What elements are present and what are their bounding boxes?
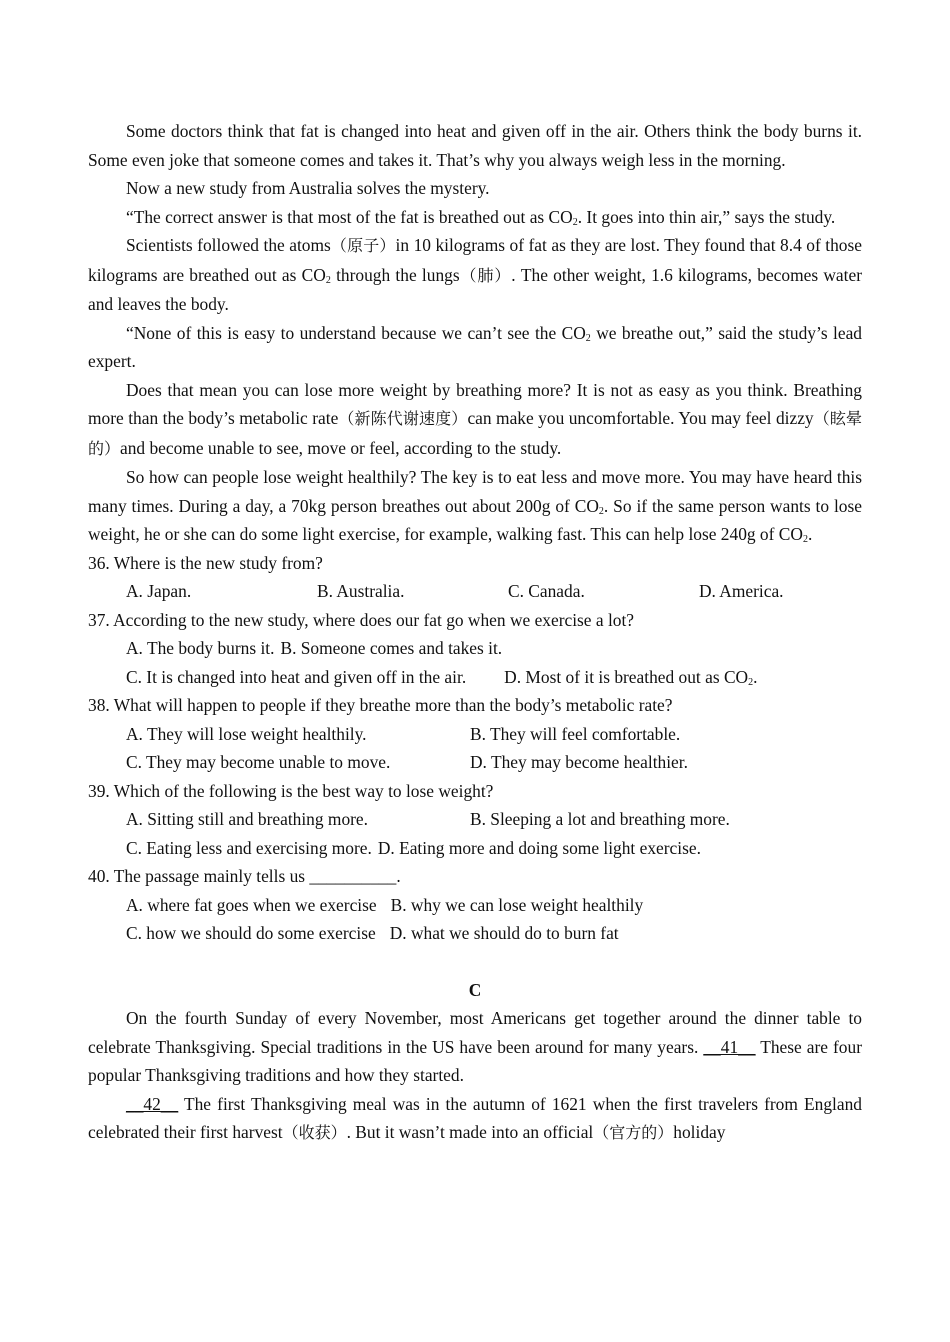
section-c-paragraph-1 (88, 1004, 862, 1090)
question-40-options-row1 (88, 891, 862, 920)
option-38-b: B. They will feel comfortable. (470, 723, 681, 744)
section-c-p2-mid: . But it wasn’t made into an official (346, 1122, 594, 1142)
section-c-p2-text: The first Thanksgiving meal was in the autumn of 1621 when the first travelers from England celebrated their first harvest (88, 1093, 862, 1142)
subscript: 2 (802, 534, 808, 545)
subscript: 2 (585, 332, 591, 344)
subscript: 2 (572, 216, 578, 228)
option-37-d (504, 663, 757, 692)
text-run: and become unable to see, move or feel, according to the study. (120, 437, 562, 458)
subscript: 2 (598, 505, 604, 517)
text-run: “The correct answer is that most of the fat is breathed out as CO (126, 206, 573, 227)
option-40-b: B. why we can lose weight healthily (390, 894, 644, 915)
question-36-options (88, 577, 862, 606)
passage-b-paragraph (88, 319, 862, 376)
option-37-d-subscript: 2 (748, 676, 754, 688)
question-40-stem: 40. The passage mainly tells us __________. (88, 866, 401, 886)
section-c-paragraph-2 (88, 1090, 862, 1148)
option-36-a: A. Japan. (126, 581, 192, 601)
option-37-c: C. It is changed into heat and given off in the air. (126, 666, 467, 687)
question-39-options-row2 (88, 834, 862, 863)
section-c-p2-gloss-official: （官方的） (593, 1123, 674, 1142)
option-39-b: B. Sleeping a lot and breathing more. (470, 809, 730, 829)
chinese-gloss: （原子） (330, 236, 396, 255)
option-40-d: D. what we should do to burn fat (389, 923, 619, 943)
option-37-b: B. Someone comes and takes it. (280, 638, 503, 658)
option-38-c: C. They may become unable to move. (126, 752, 391, 772)
option-37-a: A. The body burns it. (126, 638, 275, 658)
passage-b-paragraph (88, 174, 862, 203)
passage-b-paragraph (88, 463, 862, 549)
option-36-d: D. America. (699, 581, 784, 601)
option-39-a: A. Sitting still and breathing more. (126, 809, 368, 829)
question-38-options-row1 (88, 720, 862, 749)
option-40-c: C. how we should do some exercise (126, 923, 376, 943)
section-c-p2-end: holiday (673, 1122, 726, 1142)
question-40-options-row2 (88, 919, 862, 948)
passage-b-paragraph (88, 117, 862, 174)
section-c-p1-tail: These are four popular Thanksgiving traditions and how they started. (88, 1036, 862, 1085)
question-36-stem: 36. Where is the new study from? (88, 552, 323, 573)
option-37-d-text: D. Most of it is breathed out as CO (504, 666, 749, 687)
option-36-b: B. Australia. (317, 581, 405, 601)
option-36-c: C. Canada. (508, 581, 585, 601)
blank-42: __42__ (126, 1093, 179, 1114)
blank-41: __41__ (703, 1036, 756, 1057)
text-run: Now a new study from Australia solves the mystery. (126, 178, 490, 198)
question-38-stem: 38. What will happen to people if they breathe more than the body’s metabolic rate? (88, 695, 673, 715)
option-39-d: D. Eating more and doing some light exercise. (377, 837, 701, 858)
option-38-d: D. They may become healthier. (470, 752, 688, 772)
text-run: Some doctors think that fat is changed into heat and given off in the air. Others think the body burns it. Some even joke that someone comes and takes it. That’s why you always weigh less in the morning. (88, 121, 862, 170)
chinese-gloss: （肺） (459, 265, 512, 285)
passage-b-paragraph (88, 231, 862, 319)
text-run: . The other weight, 1.6 kilograms, becomes water and leaves the body. (88, 264, 862, 314)
passage-b (88, 117, 862, 549)
passage-b-paragraph (88, 376, 862, 464)
document-page (88, 117, 862, 1148)
chinese-gloss: （眩晕的） (88, 409, 862, 458)
passage-b-paragraph (88, 203, 862, 232)
option-38-a: A. They will lose weight healthily. (126, 723, 367, 744)
text-run: . (807, 524, 813, 544)
text-run: can make you uncomfortable. You may feel dizzy (467, 408, 814, 428)
chinese-gloss: （新陈代谢速度） (338, 409, 468, 428)
question-37-options-row2 (88, 663, 862, 692)
text-run: we breathe out,” said the study’s lead expert. (88, 322, 862, 371)
text-run: Scientists followed the atoms (126, 235, 331, 255)
text-run: So how can people lose weight healthily? The key is to eat less and move more. You may have heard this many times. During a day, a 70kg person breathes out about 200g of CO (88, 467, 862, 516)
section-c-p2-gloss-harvest: （收获） (282, 1123, 347, 1142)
section-c-heading: C (468, 979, 482, 1000)
question-39-options-row1 (88, 805, 862, 834)
question-37-options-row1 (88, 634, 862, 663)
text-run: through the lungs (330, 264, 460, 285)
text-run: . So if the same person wants to lose weight, he or she can do some light exercise, for example, walking fast. This can help lose 240g of CO (88, 495, 862, 544)
subscript: 2 (325, 274, 331, 286)
question-38-options-row2 (88, 748, 862, 777)
text-run: Does that mean you can lose more weight by breathing more? It is not as easy as you think. Breathing more than the body’s metabolic rate (88, 379, 862, 428)
question-39-stem: 39. Which of the following is the best way to lose weight? (88, 780, 494, 801)
text-run: “None of this is easy to understand because we can’t see the CO (126, 322, 586, 343)
text-run: in 10 kilograms of fat as they are lost. They found that 8.4 of those kilograms are breathed out as CO (88, 235, 862, 285)
text-run: . It goes into thin air,” says the study. (577, 206, 836, 227)
section-c-p1-text: On the fourth Sunday of every November, most Americans get together around the dinner table to celebrate Thanksgiving. Special traditions in the US have been around for many years. (88, 1008, 862, 1057)
question-37-stem: 37. According to the new study, where does our fat go when we exercise a lot? (88, 609, 635, 630)
option-39-c: C. Eating less and exercising more. (126, 837, 372, 858)
option-37-d-period: . (753, 666, 758, 687)
option-40-a: A. where fat goes when we exercise (126, 894, 377, 915)
